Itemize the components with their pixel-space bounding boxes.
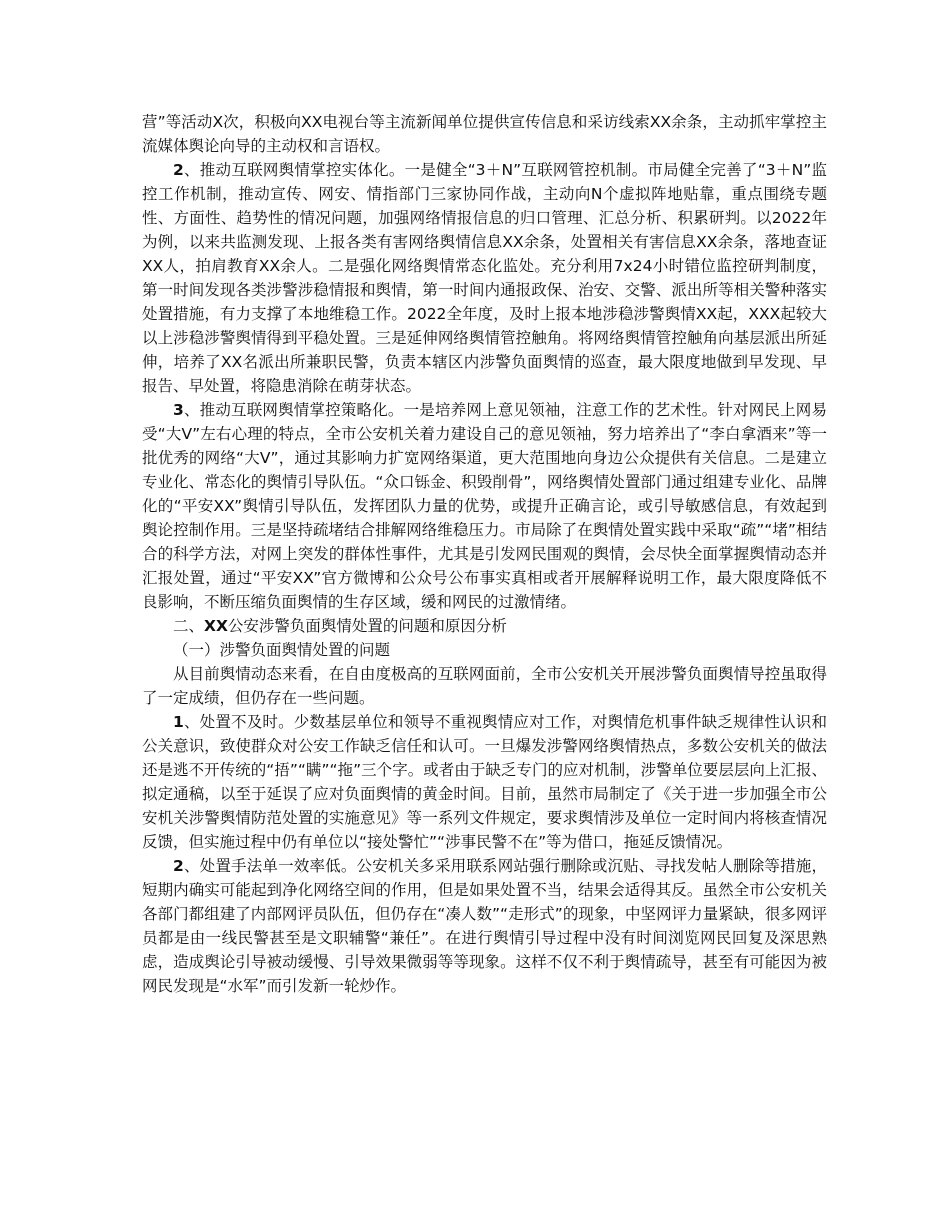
paragraph-text: 、处置不及时。少数基层单位和领导不重视舆情应对工作，对舆情危机事件缺乏规律性认识和公关意识，致使群众对公安工作缺乏信任和认可。一旦爆发涉警网络舆情热点，多数公安机关的做法还是逃不开传统的“捂”“瞒”“拖”三个字。或者由于缺乏专门的应对机制，涉警单位要层层向上汇报、拟定通稿，以至于延误了应对负面舆情的黄金时间。目前，虽然市局制定了《关于进一步加强全市公安机关涉警舆情防范处置的实施意见》等一系列文件规定，要求舆情涉及单位一定时间内将核查情况反馈，但实施过程中仍有单位以“接处警忙”“涉事民警不在”等为借口，拖延反馈情况。	[142, 713, 827, 851]
section-heading-2	[142, 614, 827, 638]
subsection-heading-1	[142, 638, 827, 662]
document-page	[142, 110, 827, 998]
paragraph-continuation	[142, 110, 827, 158]
paragraph-item-2-control-entity	[142, 158, 827, 398]
heading-text: 公安涉警负面舆情处置的问题和原因分析	[227, 617, 507, 635]
paragraph-item-2-single-method	[142, 854, 827, 998]
paragraph-intro	[142, 662, 827, 710]
paragraph-item-3-control-strategy	[142, 398, 827, 614]
heading-text: （一）涉警负面舆情处置的问题	[173, 641, 391, 659]
item-number: 1	[173, 713, 184, 731]
heading-bold: XX	[204, 617, 228, 635]
paragraph-item-1-untimely	[142, 710, 827, 854]
paragraph-text: 从目前舆情动态来看，在自由度极高的互联网面前，全市公安机关开展涉警负面舆情导控虽取得了一定成绩，但仍存在一些问题。	[142, 665, 827, 707]
paragraph-text: 、处置手法单一效率低。公安机关多采用联系网站强行删除或沉贴、寻找发帖人删除等措施，短期内确实可能起到净化网络空间的作用，但是如果处置不当，结果会适得其反。虽然全市公安机关各部门都组建了内部网评员队伍，但仍存在“凑人数”“走形式”的现象，中坚网评力量紧缺，很多网评员都是由一线民警甚至是文职辅警“兼任”。在进行舆情引导过程中没有时间浏览网民回复及深思熟虑，造成舆论引导被动缓慢、引导效果微弱等等现象。这样不仅不利于舆情疏导，甚至有可能因为被网民发现是“水军”而引发新一轮炒作。	[142, 857, 827, 995]
item-number: 2	[173, 161, 184, 179]
paragraph-text: 营”等活动X次，积极向XX电视台等主流新闻单位提供宣传信息和采访线索XX余条，主动抓牢掌控主流媒体舆论向导的主动权和言语权。	[142, 113, 827, 155]
paragraph-text: 、推动互联网舆情掌控策略化。一是培养网上意见领袖，注意工作的艺术性。针对网民上网易受“大V”左右心理的特点，全市公安机关着力建设自己的意见领袖，努力培养出了“李白拿酒来”等一批优秀的网络“大V”，通过其影响力扩宽网络渠道，更大范围地向身边公众提供有关信息。二是建立专业化、常态化的舆情引导队伍。“众口铄金、积毁削骨”，网络舆情处置部门通过组建专业化、品牌化的“平安XX”舆情引导队伍，发挥团队力量的优势，或提升正确言论，或引导敏感信息，有效起到舆论控制作用。三是坚持疏堵结合排解网络维稳压力。市局除了在舆情处置实践中采取“疏”“堵”相结合的科学方法，对网上突发的群体性事件，尤其是引发网民围观的舆情，会尽快全面掌握舆情动态并汇报处置，通过“平安XX”官方微博和公众号公布事实真相或者开展解释说明工作，最大限度降低不良影响，不断压缩负面舆情的生存区域，缓和网民的过激情绪。	[142, 401, 827, 611]
item-number: 2	[173, 857, 184, 875]
heading-prefix: 二、	[173, 617, 205, 635]
item-number: 3	[173, 401, 184, 419]
paragraph-text: 、推动互联网舆情掌控实体化。一是健全“3＋N”互联网管控机制。市局健全完善了“3＋N”监控工作机制，推动宣传、网安、情指部门三家协同作战，主动向N个虚拟阵地贴靠，重点围绕专题性、方面性、趋势性的情况问题，加强网络情报信息的归口管理、汇总分析、积累研判。以2022年为例，以来共监测发现、上报各类有害网络舆情信息XX余条，处置相关有害信息XX余条，落地查证XX人，拍肩教育XX余人。二是强化网络舆情常态化监处。充分利用7x24小时错位监控研判制度，第一时间发现各类涉警涉稳情报和舆情，第一时间内通报政保、治安、交警、派出所等相关警种落实处置措施，有力支撑了本地维稳工作。2022全年度，及时上报本地涉稳涉警舆情XX起，XXX起较大以上涉稳涉警舆情得到平稳处置。三是延伸网络舆情管控触角。将网络舆情管控触角向基层派出所延伸，培养了XX名派出所兼职民警，负责本辖区内涉警负面舆情的巡查，最大限度地做到早发现、早报告、早处置，将隐患消除在萌芽状态。	[142, 161, 827, 395]
